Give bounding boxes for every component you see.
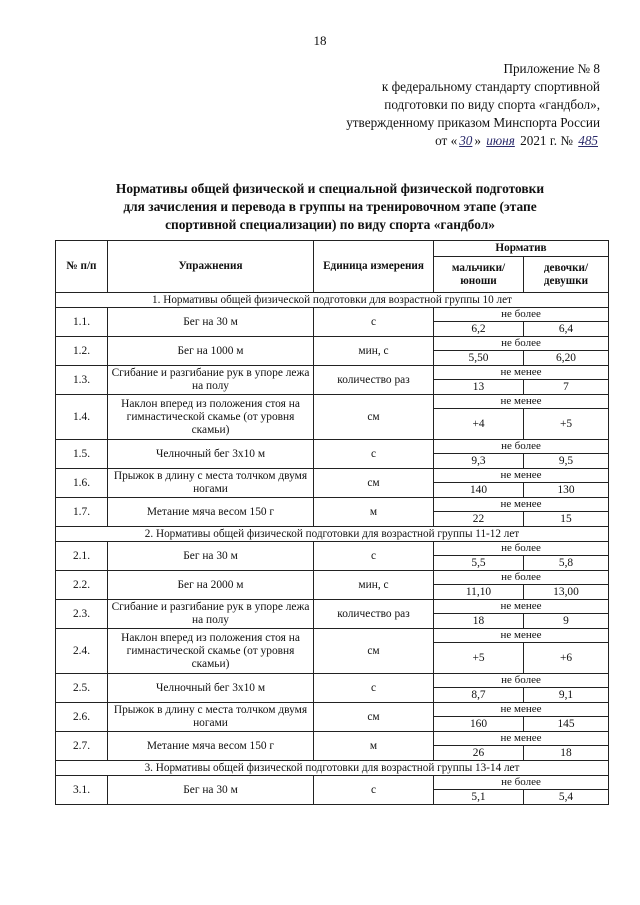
table-row — [56, 366, 609, 380]
norm-condition: не менее — [434, 629, 609, 643]
section-row — [56, 293, 609, 308]
boys-value: 140 — [434, 483, 524, 498]
header-num: № п/п — [56, 241, 108, 293]
page-number: 18 — [313, 33, 327, 48]
table-row — [56, 498, 609, 512]
title-line: для зачисления и перевода в группы на тренировочном этапе (этапе — [123, 199, 537, 214]
boys-value: 5,1 — [434, 790, 524, 805]
exercise-name: Бег на 30 м — [108, 776, 314, 805]
boys-value: 9,3 — [434, 454, 524, 469]
handwritten-month: июня — [486, 133, 515, 148]
unit-of-measure: количество раз — [314, 600, 434, 629]
unit-of-measure: с — [314, 542, 434, 571]
norm-condition: не более — [434, 776, 609, 790]
girls-value: 18 — [524, 746, 609, 761]
norm-condition: не менее — [434, 703, 609, 717]
order-date-line — [280, 132, 600, 150]
table-row — [56, 440, 609, 454]
girls-value: 5,4 — [524, 790, 609, 805]
title-line: Нормативы общей физической и специальной физической подготовки — [115, 181, 545, 196]
unit-of-measure: м — [314, 498, 434, 527]
girls-value: 9,1 — [524, 688, 609, 703]
boys-value: 26 — [434, 746, 524, 761]
date-prefix: от « — [435, 133, 458, 148]
appendix-line: к федеральному стандарту спортивной — [381, 79, 600, 94]
girls-value: 15 — [524, 512, 609, 527]
boys-value: 13 — [434, 380, 524, 395]
table-row — [56, 600, 609, 614]
table-row — [56, 732, 609, 746]
unit-of-measure: с — [314, 308, 434, 337]
table-row — [56, 776, 609, 790]
table-row — [56, 469, 609, 483]
appendix-line: подготовки по виду спорта «гандбол», — [384, 97, 600, 112]
row-number: 2.1. — [56, 542, 108, 571]
table-row — [56, 337, 609, 351]
table-row — [56, 703, 609, 717]
section-row — [56, 527, 609, 542]
row-number: 2.3. — [56, 600, 108, 629]
norms-table — [55, 240, 609, 805]
exercise-name: Наклон вперед из положения стоя на гимнастической скамье (от уровня скамьи) — [108, 629, 314, 674]
girls-value: 6,20 — [524, 351, 609, 366]
girls-value: 130 — [524, 483, 609, 498]
norm-condition: не менее — [434, 600, 609, 614]
table-row — [56, 571, 609, 585]
header-girls: девочки/ девушки — [524, 257, 609, 293]
exercise-name: Наклон вперед из положения стоя на гимнастической скамье (от уровня скамьи) — [108, 395, 314, 440]
norm-condition: не более — [434, 542, 609, 556]
row-number: 1.5. — [56, 440, 108, 469]
unit-of-measure: с — [314, 674, 434, 703]
unit-of-measure: см — [314, 703, 434, 732]
norm-condition: не более — [434, 440, 609, 454]
exercise-name: Челночный бег 3х10 м — [108, 674, 314, 703]
boys-value: +5 — [434, 643, 524, 674]
appendix-line: Приложение № 8 — [503, 61, 600, 76]
header-unit: Единица измерения — [314, 241, 434, 293]
handwritten-order-number: 485 — [578, 133, 598, 148]
boys-value: 11,10 — [434, 585, 524, 600]
unit-of-measure: мин, с — [314, 337, 434, 366]
boys-value: 22 — [434, 512, 524, 527]
exercise-name: Бег на 2000 м — [108, 571, 314, 600]
norm-condition: не более — [434, 337, 609, 351]
girls-value: +5 — [524, 409, 609, 440]
unit-of-measure: с — [314, 776, 434, 805]
boys-value: 5,5 — [434, 556, 524, 571]
table-row — [56, 542, 609, 556]
title-line: спортивной специализации) по виду спорта «гандбол» — [165, 217, 495, 232]
row-number: 1.7. — [56, 498, 108, 527]
row-number: 1.1. — [56, 308, 108, 337]
boys-value: 5,50 — [434, 351, 524, 366]
row-number: 2.7. — [56, 732, 108, 761]
boys-value: 6,2 — [434, 322, 524, 337]
exercise-name: Прыжок в длину с места толчком двумя ногами — [108, 703, 314, 732]
row-number: 1.2. — [56, 337, 108, 366]
header-norm: Норматив — [434, 241, 609, 257]
section-row — [56, 761, 609, 776]
header-exercise: Упражнения — [108, 241, 314, 293]
exercise-name: Прыжок в длину с места толчком двумя ногами — [108, 469, 314, 498]
girls-value: +6 — [524, 643, 609, 674]
norm-condition: не менее — [434, 395, 609, 409]
unit-of-measure: см — [314, 629, 434, 674]
boys-value: +4 — [434, 409, 524, 440]
unit-of-measure: см — [314, 395, 434, 440]
norm-condition: не менее — [434, 469, 609, 483]
row-number: 2.2. — [56, 571, 108, 600]
exercise-name: Сгибание и разгибание рук в упоре лежа на полу — [108, 600, 314, 629]
appendix-line: утвержденному приказом Минспорта России — [346, 115, 600, 130]
girls-value: 5,8 — [524, 556, 609, 571]
table-row — [56, 395, 609, 409]
unit-of-measure: мин, с — [314, 571, 434, 600]
norm-condition: не более — [434, 571, 609, 585]
unit-of-measure: с — [314, 440, 434, 469]
boys-value: 18 — [434, 614, 524, 629]
boys-value: 160 — [434, 717, 524, 732]
exercise-name: Бег на 30 м — [108, 542, 314, 571]
exercise-name: Бег на 30 м — [108, 308, 314, 337]
unit-of-measure: количество раз — [314, 366, 434, 395]
row-number: 2.5. — [56, 674, 108, 703]
boys-value: 8,7 — [434, 688, 524, 703]
table-row — [56, 629, 609, 643]
section-title: 2. Нормативы общей физической подготовки для возрастной группы 11-12 лет — [56, 527, 609, 542]
girls-value: 7 — [524, 380, 609, 395]
norm-condition: не менее — [434, 732, 609, 746]
row-number: 2.6. — [56, 703, 108, 732]
year-text: 2021 г. № — [520, 133, 573, 148]
table-row — [56, 308, 609, 322]
document-title — [70, 180, 590, 234]
row-number: 2.4. — [56, 629, 108, 674]
norm-condition: не менее — [434, 366, 609, 380]
unit-of-measure: см — [314, 469, 434, 498]
header-boys: мальчики/ юноши — [434, 257, 524, 293]
exercise-name: Сгибание и разгибание рук в упоре лежа на полу — [108, 366, 314, 395]
norm-condition: не более — [434, 308, 609, 322]
norm-condition: не более — [434, 674, 609, 688]
unit-of-measure: м — [314, 732, 434, 761]
row-number: 1.6. — [56, 469, 108, 498]
exercise-name: Челночный бег 3х10 м — [108, 440, 314, 469]
row-number: 1.4. — [56, 395, 108, 440]
table-body — [56, 293, 609, 805]
handwritten-day: 30 — [459, 133, 473, 148]
exercise-name: Метание мяча весом 150 г — [108, 498, 314, 527]
norm-condition: не менее — [434, 498, 609, 512]
section-title: 3. Нормативы общей физической подготовки для возрастной группы 13-14 лет — [56, 761, 609, 776]
appendix-header — [280, 60, 600, 150]
exercise-name: Метание мяча весом 150 г — [108, 732, 314, 761]
date-mid: » — [474, 133, 481, 148]
girls-value: 9,5 — [524, 454, 609, 469]
girls-value: 9 — [524, 614, 609, 629]
section-title: 1. Нормативы общей физической подготовки для возрастной группы 10 лет — [56, 293, 609, 308]
exercise-name: Бег на 1000 м — [108, 337, 314, 366]
girls-value: 6,4 — [524, 322, 609, 337]
row-number: 3.1. — [56, 776, 108, 805]
girls-value: 145 — [524, 717, 609, 732]
girls-value: 13,00 — [524, 585, 609, 600]
row-number: 1.3. — [56, 366, 108, 395]
table-row — [56, 674, 609, 688]
